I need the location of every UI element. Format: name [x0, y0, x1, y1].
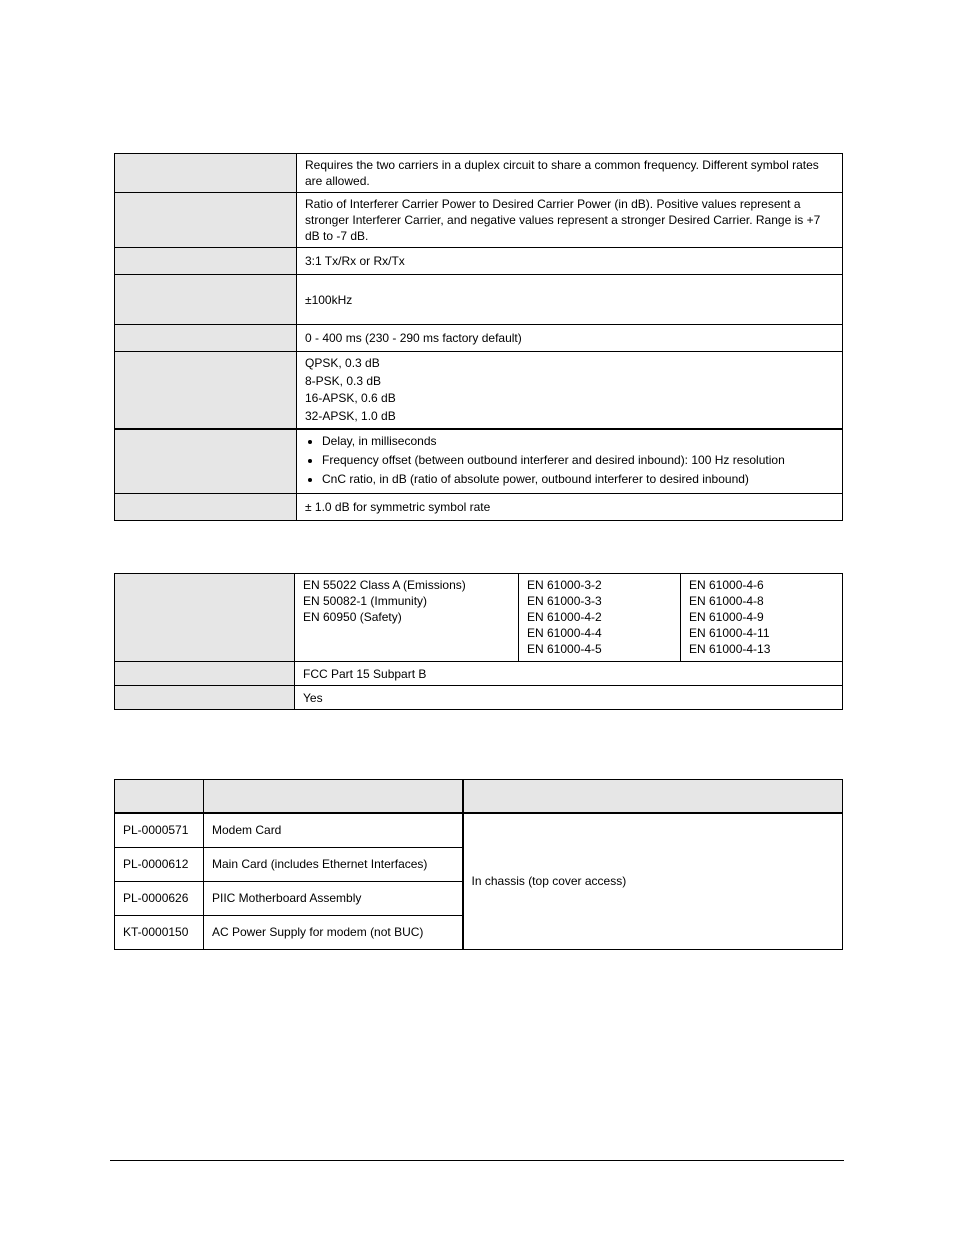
spec-label-cell	[115, 352, 297, 430]
footer-divider	[110, 1160, 844, 1161]
compliance-label-cell	[115, 662, 295, 686]
spec-label-cell	[115, 325, 297, 352]
part-description-cell: Main Card (includes Ethernet Interfaces)	[204, 847, 463, 881]
spec-bullet-list	[305, 433, 834, 487]
parts-table	[114, 779, 843, 950]
spec-value-cell: 3:1 Tx/Rx or Rx/Tx	[297, 248, 843, 275]
part-number-cell: PL-0000571	[115, 813, 204, 847]
standard-item: EN 55022 Class A (Emissions)	[303, 578, 466, 592]
spec-label-cell	[115, 429, 297, 494]
spec-line: 16-APSK, 0.6 dB	[305, 391, 396, 405]
part-number-cell: PL-0000626	[115, 881, 204, 915]
standard-item: EN 61000-4-6	[689, 578, 764, 592]
standard-item: EN 61000-4-11	[689, 626, 770, 640]
standard-item: EN 61000-4-13	[689, 642, 771, 656]
spec-label-cell	[115, 248, 297, 275]
header-cell	[204, 780, 463, 814]
standard-item: EN 61000-3-2	[527, 578, 602, 592]
spec-value-cell: 0 - 400 ms (230 - 290 ms factory default)	[297, 325, 843, 352]
table-row	[115, 813, 843, 847]
list-item: • Delay, in milliseconds	[322, 433, 834, 449]
spec-value-cell	[297, 352, 843, 430]
spec-label-cell	[115, 494, 297, 521]
rohs-cell: Yes	[295, 686, 843, 710]
location-cell: In chassis (top cover access)	[463, 813, 843, 949]
spec-label-cell	[115, 193, 297, 248]
standard-item: EN 61000-4-4	[527, 626, 602, 640]
spec-label-cell	[115, 275, 297, 325]
list-item: • Frequency offset (between outbound interferer and desired inbound): 100 Hz resolution	[322, 452, 834, 468]
spec-line: QPSK, 0.3 dB	[305, 356, 380, 370]
part-description-cell: PIIC Motherboard Assembly	[204, 881, 463, 915]
compliance-label-cell	[115, 686, 295, 710]
spec-value-cell: ±100kHz	[297, 275, 843, 325]
ce-standards-cell	[295, 574, 519, 662]
spec-value-cell: Requires the two carriers in a duplex circuit to share a common frequency. Different symbol rates are allowed.	[297, 154, 843, 193]
spec-label-cell	[115, 154, 297, 193]
parts-header-row	[115, 780, 843, 814]
standard-item: EN 61000-4-2	[527, 610, 602, 624]
header-cell	[463, 780, 843, 814]
standard-item: EN 61000-4-8	[689, 594, 764, 608]
spec-value-cell: ± 1.0 dB for symmetric symbol rate	[297, 494, 843, 521]
header-cell	[115, 780, 204, 814]
compliance-label-cell	[115, 574, 295, 662]
part-description-cell: Modem Card	[204, 813, 463, 847]
spec-line: 32-APSK, 1.0 dB	[305, 408, 396, 423]
part-number-cell: KT-0000150	[115, 915, 204, 949]
part-number-cell: PL-0000612	[115, 847, 204, 881]
standard-item: EN 61000-3-3	[527, 594, 602, 608]
specifications-table	[114, 153, 843, 521]
spec-line: 8-PSK, 0.3 dB	[305, 373, 382, 388]
fcc-cell: FCC Part 15 Subpart B	[295, 662, 843, 686]
ce-standards-cell	[519, 574, 681, 662]
standard-item: EN 50082-1 (Immunity)	[303, 594, 428, 608]
compliance-table	[114, 573, 843, 710]
standard-item: EN 61000-4-5	[527, 642, 602, 656]
spec-value-cell: Ratio of Interferer Carrier Power to Desired Carrier Power (in dB). Positive values represent a stronger Interferer Carrier, and negative values represent a stronger Desired Carrier. Range is +7 dB to -7 dB.	[297, 193, 843, 248]
list-item: • CnC ratio, in dB (ratio of absolute power, outbound interferer to desired inbound)	[322, 471, 834, 487]
ce-standards-cell	[681, 574, 843, 662]
standard-item: EN 61000-4-9	[689, 610, 764, 624]
spec-value-cell	[297, 429, 843, 494]
part-description-cell: AC Power Supply for modem (not BUC)	[204, 915, 463, 949]
standard-item: EN 60950 (Safety)	[303, 610, 402, 624]
